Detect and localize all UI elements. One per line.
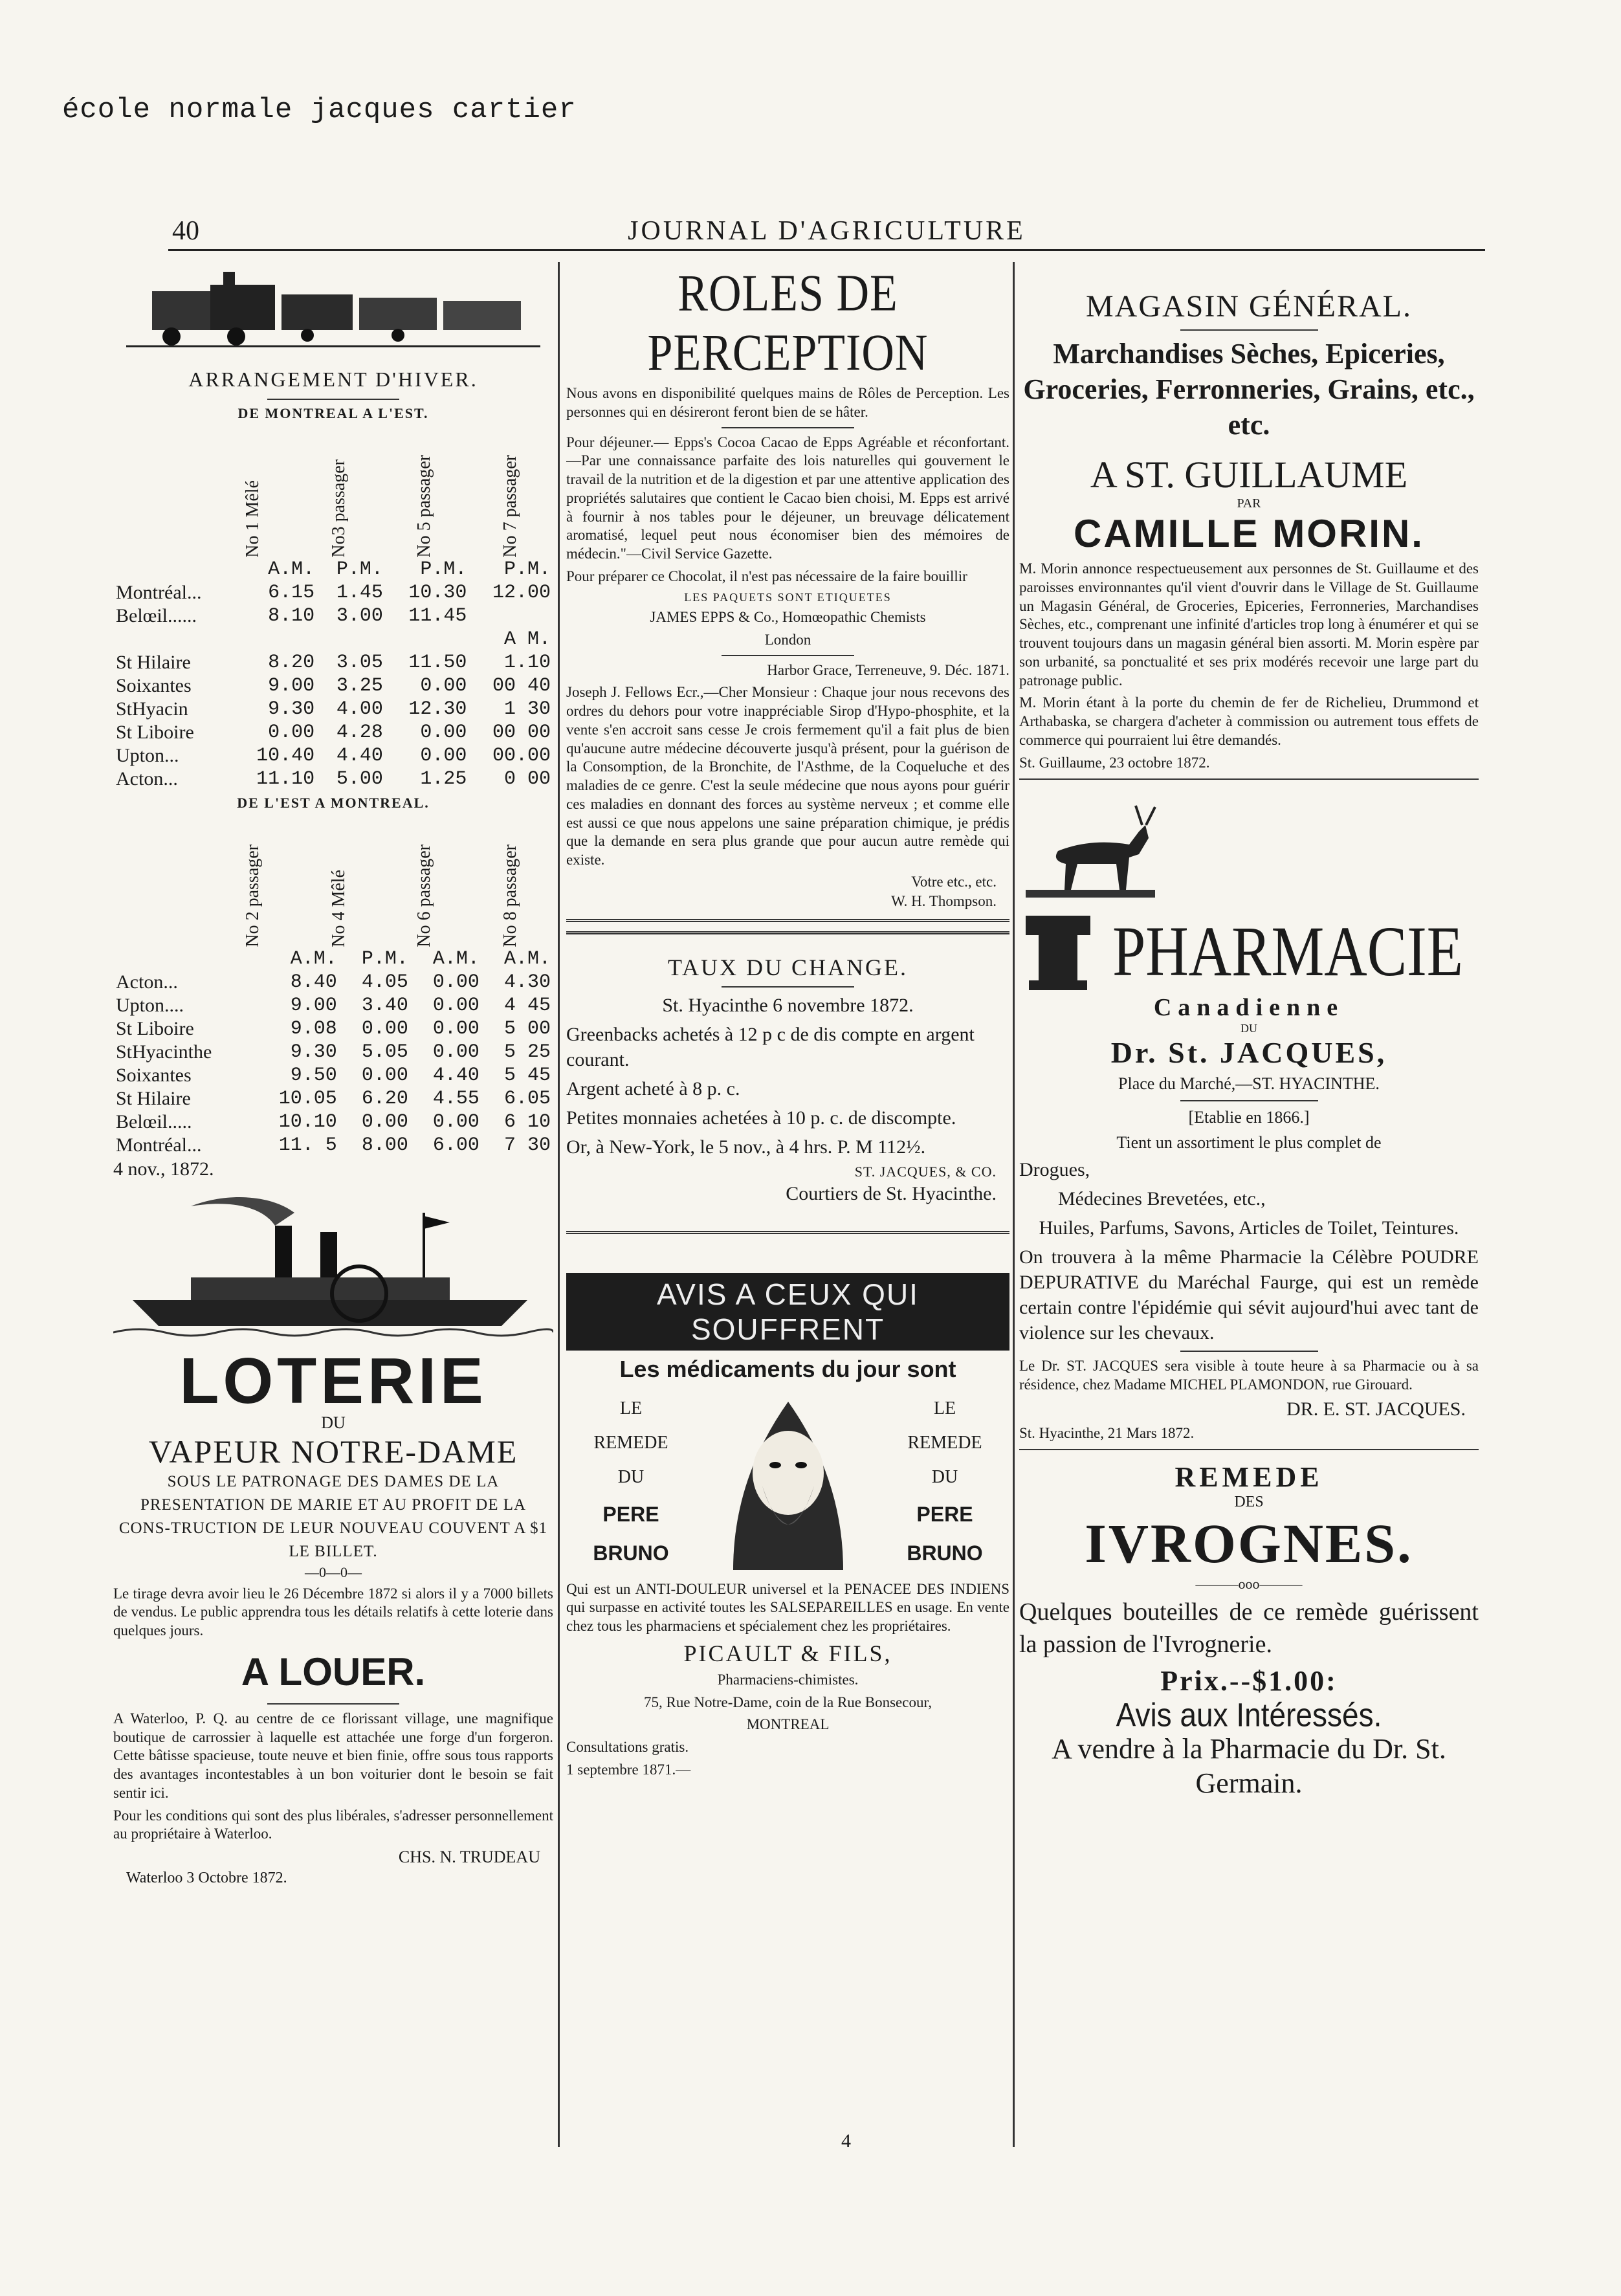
magasin-date: St. Guillaume, 23 octobre 1872. (1019, 754, 1210, 771)
time-cell: 3.05 (336, 651, 383, 674)
remede-right: REMEDE (907, 1433, 982, 1453)
pharmacie-title: PHARMACIE (1112, 912, 1463, 991)
station-cell: Montréal... (116, 1134, 202, 1156)
time-cell: 7 30 (503, 1134, 551, 1156)
time-cell: 0.00 (432, 1041, 480, 1063)
station-cell: StHyacin (116, 698, 188, 720)
journal-title: JOURNAL D'AGRICULTURE (628, 216, 1026, 246)
ampm-cell: P.M. (420, 558, 467, 580)
time-cell: 5 45 (503, 1064, 551, 1087)
divider (1180, 329, 1318, 331)
divider (1019, 778, 1479, 780)
time-cell: 4.55 (432, 1087, 480, 1110)
divider (722, 427, 855, 428)
station-cell: Belœil...... (116, 604, 197, 626)
divider (566, 1231, 1009, 1234)
avis-city: MONTREAL (746, 1716, 830, 1733)
louer-date: Waterloo 3 Octobre 1872. (126, 1870, 287, 1887)
time-cell: 4.05 (361, 971, 408, 993)
change-monnaies: Petites monnaies achetées à 10 p. c. de discompte. (566, 1107, 956, 1129)
time-cell: 9.30 (268, 698, 315, 720)
magasin-sub: Marchandises Sèches, Epiceries, Groceries, Ferronneries, Grains, etc., etc. (1023, 338, 1475, 441)
divider (267, 399, 399, 400)
time-cell: 6.05 (503, 1087, 551, 1110)
time-cell: 11. 5 (278, 1134, 337, 1156)
time-cell: 9.50 (290, 1064, 337, 1087)
divider (722, 655, 855, 656)
divider (1180, 1351, 1318, 1352)
west-timetable (113, 947, 553, 1157)
ampm-cell: A.M. (432, 947, 480, 970)
deer-illustration (1019, 793, 1162, 909)
pharmacie-drogues: Drogues, (1019, 1159, 1090, 1181)
time-cell: 6.20 (361, 1087, 408, 1110)
loterie-body: Le tirage devra avoir lieu le 26 Décembre 1872 si alors il y a 7000 billets de vendus. Le public apprendra tous les détails relatifs à cette loterie dans quelques jours. (113, 1585, 553, 1639)
change-argent: Argent acheté à 8 p. c. (566, 1077, 740, 1099)
magasin-name: CAMILLE MORIN. (1074, 512, 1424, 555)
time-cell: 5.05 (361, 1041, 408, 1063)
loterie-subtitle: VAPEUR NOTRE-DAME (148, 1433, 518, 1470)
west-col-4: No 8 passager (500, 844, 520, 947)
table-row (113, 1134, 553, 1157)
time-cell: 8.20 (268, 651, 315, 674)
change-courtiers: Courtiers de St. Hyacinthe. (786, 1182, 997, 1204)
time-cell: 1.25 (420, 767, 467, 790)
time-cell: 4.40 (432, 1064, 480, 1087)
station-cell: Upton.... (116, 994, 184, 1016)
magasin-body: M. Morin annonce respectueusement aux personnes de St. Guillaume et des paroisses environnantes qu'il vient d'ouvrir dans le Village de St. Guillaume un Magasin Général, de Groceries, Epiceries, Ferronneries, Marchandises Sèches, etc., comprenant une infinité d'articles trop long à énumérer et qui se trouvent toujours dans un magasin général bien assorti. M. Morin espère par son urbanité, sa ponctualité et ses prix modérés recevoir une large part du patronage public. (1019, 560, 1479, 689)
time-cell: 6 10 (503, 1110, 551, 1133)
loterie-du: DU (321, 1413, 346, 1432)
louer-signature: CHS. N. TRUDEAU (398, 1848, 540, 1867)
time-cell: 3.40 (361, 994, 408, 1017)
ampm-cell: A.M. (290, 947, 337, 970)
table-row (113, 971, 553, 994)
ampm-cell: A.M. (268, 558, 315, 580)
loterie-title: LOTERIE (179, 1344, 487, 1417)
time-cell: A M. (503, 628, 551, 650)
table-row (113, 1110, 553, 1134)
pere-bruno-right (880, 1391, 1009, 1573)
station-cell: Belœil..... (116, 1110, 192, 1132)
library-stamp: école normale jacques cartier (62, 94, 577, 126)
letter-place-date: Harbor Grace, Terreneuve, 9. Déc. 1871. (767, 661, 1009, 678)
change-date: St. Hyacinthe 6 novembre 1872. (662, 994, 914, 1016)
time-cell: 10.40 (256, 744, 315, 767)
ivrognes-avis: Avis aux Intéressés. (1116, 1696, 1382, 1734)
pharmacie-title-row (1019, 909, 1479, 993)
time-cell: 0.00 (432, 1110, 480, 1133)
steamboat-illustration (113, 1187, 553, 1349)
east-col-2: No3 passager (328, 459, 349, 558)
schedule-title: ARRANGEMENT D'HIVER. (188, 368, 478, 391)
pharmacie-date: St. Hyacinthe, 21 Mars 1872. (1019, 1424, 1195, 1441)
time-cell: 6.00 (432, 1134, 480, 1156)
west-col-1: No 2 passager (243, 844, 263, 947)
time-cell: 00 40 (492, 674, 551, 697)
avis-consult: Consultations gratis. (566, 1739, 689, 1756)
table-row (113, 947, 553, 971)
change-firm: ST. JACQUES, & CO. (854, 1163, 997, 1180)
pere-right: PERE BRUNO (907, 1502, 983, 1565)
time-cell: 9.00 (268, 674, 315, 697)
pere-left: PERE BRUNO (593, 1502, 669, 1565)
table-row (113, 698, 553, 721)
time-cell: 11.45 (408, 604, 467, 627)
pharmacie-medecines: Médecines Brevetées, etc., (1058, 1188, 1266, 1210)
epps-ad: Pour déjeuner.— Epps's Cocoa Cacao de Epps Agréable et réconfortant.—Par une connaissance parfaite des lois naturelles qui gouvernent le travail de la nutrition et de la digestion et par une attentive application des propriétés salutaires que contient le Cacao bien choisi, M. Epps est arrivé à fournir à nos tables pour le déjeuner, un breuvage délicatement aromatisé, lequel peut nous économiser bien des mémoires de médecin."—Civil Service Gazette. (566, 434, 1009, 562)
table-row (113, 994, 553, 1017)
divider (566, 931, 1009, 934)
east-col-3: No 5 passager (414, 454, 435, 558)
epps-city: London (764, 631, 811, 648)
west-column-headers (210, 811, 553, 947)
table-row (113, 651, 553, 674)
divider (1180, 1100, 1318, 1101)
table-row (113, 628, 553, 651)
remede-left: REMEDE (593, 1433, 668, 1453)
ivrognes-title: IVROGNES. (1085, 1512, 1413, 1575)
table-row (113, 1064, 553, 1087)
station-cell: StHyacinthe (116, 1041, 212, 1063)
time-cell: 0 00 (503, 767, 551, 790)
table-row (113, 674, 553, 698)
station-cell: Acton... (116, 971, 178, 993)
station-cell: Montréal... (116, 581, 202, 603)
east-heading: DE MONTREAL A L'EST. (237, 404, 429, 421)
ivrognes-separator: ———ooo——— (1195, 1576, 1303, 1593)
time-cell: 12.30 (408, 698, 467, 720)
avis-firm: PICAULT & FILS, (683, 1640, 892, 1666)
station-cell: St Hilaire (116, 1087, 191, 1109)
time-cell: 8.40 (290, 971, 337, 993)
epps-company: JAMES EPPS & Co., Homœopathic Chemists (650, 609, 926, 625)
time-cell: 4.00 (336, 698, 383, 720)
magasin-place: A ST. GUILLAUME (1090, 454, 1408, 496)
time-cell: 1.45 (336, 581, 383, 604)
time-cell: 10.10 (278, 1110, 337, 1133)
table-row (113, 1087, 553, 1110)
time-cell: 4.40 (336, 744, 383, 767)
ampm-cell: P.M. (503, 558, 551, 580)
pere-bruno-block (566, 1389, 1009, 1576)
station-cell (113, 628, 234, 651)
pharmacie-established: [Etablie en 1866.] (1188, 1107, 1310, 1127)
table-row (113, 1017, 553, 1041)
time-cell: 0.00 (420, 744, 467, 767)
avis-headline: Les médicaments du jour sont (619, 1355, 956, 1382)
time-cell: 5 00 (503, 1017, 551, 1040)
ampm-cell: P.M. (361, 947, 408, 970)
station-cell: St Hilaire (116, 651, 191, 673)
ivrognes-body: Quelques bouteilles de ce remède guérissent la passion de l'Ivrognerie. (1019, 1598, 1479, 1658)
du-left: DU (617, 1467, 645, 1488)
time-cell: 5.00 (336, 767, 383, 790)
avis-body: Qui est un ANTI-DOULEUR universel et la PENACEE DES INDIENS qui surpasse en activité toutes les SALSEPAREILLES en usage. En vente chez tous les pharmaciens et spécialement chez les propriétaires. (566, 1580, 1009, 1635)
epps-prepare: Pour préparer ce Chocolat, il n'est pas nécessaire de la faire bouillir (566, 568, 967, 584)
time-cell: 4.30 (503, 971, 551, 993)
divider (1019, 1449, 1479, 1450)
table-row (113, 558, 553, 581)
letter-signature: W. H. Thompson. (891, 892, 997, 909)
station-cell: Soixantes (116, 1064, 192, 1086)
time-cell (469, 604, 553, 628)
ivrognes-remede: REMEDE (1174, 1461, 1323, 1494)
ampm-cell: P.M. (336, 558, 383, 580)
table-row (113, 581, 553, 604)
time-cell: 8.10 (268, 604, 315, 627)
column-right (1019, 265, 1479, 2154)
west-col-2: No 4 Mêlé (328, 869, 349, 947)
pharmacie-assortment: Tient un assortiment le plus complet de (1116, 1132, 1382, 1152)
page-number: 40 (172, 216, 199, 246)
roles-intro: Nous avons en disponibilité quelques mains de Rôles de Perception. Les personnes qui en désireront feront bien de se hâter. (566, 385, 1009, 420)
schedule-date: 4 nov., 1872. (113, 1158, 214, 1180)
time-cell: 4 45 (503, 994, 551, 1017)
letter-body: Joseph J. Fellows Ecr.,—Cher Monsieur : Chaque jour nous recevons des ordres du dehors pour votre inappréciable Sirop d'Hypo-phosphite, et la vente s'en accroit sans cesse Je crois fermement qu'il a fait plus de bien qu'aucune autre médecine découverte jusqu'à présent, pour la guérison de la Consomption, de la Bronchite, de l'Asthme, de la Coqueluche et des maladies de ce genre. C'est la seule médecine que nous ayons pour guérir ces maladies en donnant des forces au système nerveux ; et comme elle est aussi ce que nous appelons une saine préparation chimique, je prédis que la demande en sera plus grande que pour aucun autre remède qui existe. (566, 684, 1009, 868)
roles-title: ROLES DE PERCEPTION (647, 265, 929, 382)
time-cell: 9.08 (290, 1017, 337, 1040)
pharmacie-doctor: Dr. St. JACQUES, (1110, 1036, 1387, 1070)
pere-bruno-left (566, 1391, 696, 1573)
time-cell (317, 628, 386, 651)
time-cell (234, 628, 318, 651)
time-cell: 12.00 (492, 581, 551, 604)
time-cell: 4.28 (336, 721, 383, 744)
time-cell: 0.00 (361, 1017, 408, 1040)
magasin-par: PAR (1237, 496, 1261, 511)
pharmacie-sub: Canadienne (1153, 994, 1345, 1022)
time-cell: 11.50 (408, 651, 467, 674)
station-cell: Acton... (116, 767, 178, 789)
table-row (113, 721, 553, 744)
magasin-title: MAGASIN GÉNÉRAL. (1086, 289, 1412, 324)
pharmacie-poudre: On trouvera à la même Pharmacie la Célèbre POUDRE DEPURATIVE du Maréchal Faurge, qui est un remède certain contre l'épidémie qui sévit aujourd'hui avec tant de violence sur les chevaux. (1019, 1246, 1479, 1344)
time-cell: 8.00 (361, 1134, 408, 1156)
east-timetable (113, 558, 553, 791)
pharmacie-signature: DR. E. ST. JACQUES. (1286, 1398, 1466, 1420)
avis-date: 1 septembre 1871.— (566, 1761, 691, 1778)
loterie-patronage: SOUS LE PATRONAGE DES DAMES DE LA PRESENTATION DE MARIE ET AU PROFIT DE LA CONS-TRUCTION DE LEUR NOUVEAU COUVENT A $1 LE BILLET. (118, 1472, 548, 1561)
time-cell: 3.00 (336, 604, 383, 627)
time-cell: 0.00 (432, 1017, 480, 1040)
du-right: DU (931, 1467, 958, 1488)
station-cell: St Liboire (116, 1017, 194, 1039)
loterie-separator: —0—0— (305, 1563, 362, 1580)
ivrognes-price: Prix.--$1.00: (1160, 1665, 1338, 1697)
avis-banner: AVIS A CEUX QUI SOUFFRENT (566, 1273, 1009, 1351)
time-cell: 9.30 (290, 1041, 337, 1063)
divider (267, 1703, 399, 1705)
train-illustration (113, 265, 553, 362)
pharmacie-header (1019, 793, 1479, 909)
table-row (113, 744, 553, 767)
pharmacie-du: DU (1241, 1022, 1257, 1035)
time-cell: 00 00 (492, 721, 551, 744)
east-col-4: No 7 passager (500, 454, 520, 558)
time-cell: 0.00 (361, 1110, 408, 1133)
ampm-cell: A.M. (503, 947, 551, 970)
le-right: LE (933, 1398, 956, 1418)
column-middle (566, 265, 1009, 2154)
monk-portrait-illustration (714, 1389, 863, 1576)
mortar-icon (1019, 909, 1097, 993)
time-cell: 00.00 (492, 744, 551, 767)
east-column-headers (210, 422, 553, 558)
change-greenbacks: Greenbacks achetés à 12 p c de dis compte en argent courant. (566, 1023, 975, 1070)
column-rule (1013, 262, 1015, 2147)
time-cell (386, 628, 470, 651)
table-row (113, 604, 553, 628)
station-cell: Soixantes (116, 674, 192, 696)
time-cell: 0.00 (420, 721, 467, 744)
east-col-1: No 1 Mêlé (243, 480, 263, 558)
time-cell: 0.00 (361, 1064, 408, 1087)
time-cell: 10.30 (408, 581, 467, 604)
time-cell: 6.15 (268, 581, 315, 604)
ivrognes-vendre: A vendre à la Pharmacie du Dr. St. Germain. (1052, 1733, 1446, 1799)
pharmacie-huiles: Huiles, Parfums, Savons, Articles de Toilet, Teintures. (1039, 1217, 1459, 1239)
table-row (113, 1041, 553, 1064)
divider (722, 986, 855, 988)
west-col-3: No 6 passager (414, 844, 435, 947)
footer-mark: 4 (841, 2130, 851, 2152)
pharmacie-place: Place du Marché,—ST. HYACINTHE. (1118, 1074, 1380, 1094)
station-cell: St Liboire (116, 721, 194, 743)
avis-firm-sub: Pharmaciens-chimistes. (717, 1671, 859, 1688)
column-rule (558, 262, 560, 2147)
le-left: LE (619, 1398, 643, 1418)
time-cell: 1.10 (503, 651, 551, 674)
magasin-body-2: M. Morin étant à la porte du chemin de fer de Richelieu, Drummond et Arthabaska, se chargera d'acheter à commission ou autrement tous effets de commerce qui pourraient lui être demandés. (1019, 694, 1479, 748)
epps-packets: LES PAQUETS SONT ETIQUETES (684, 590, 892, 604)
letter-closing: Votre etc., etc. (911, 873, 997, 890)
ivrognes-des: DES (1234, 1494, 1264, 1511)
louer-title: A LOUER. (241, 1650, 426, 1694)
station-cell: Upton... (116, 744, 179, 766)
time-cell: 1 30 (503, 698, 551, 720)
time-cell: 0.00 (420, 674, 467, 697)
time-cell: 3.25 (336, 674, 383, 697)
west-heading: DE L'EST A MONTREAL. (237, 794, 430, 811)
louer-body: A Waterloo, P. Q. au centre de ce florissant village, une magnifique boutique de carrossier à laquelle est attachée une forge d'un forgeron. Cette bâtisse spacieuse, toute neuve et bien finie, offre sous tous rapports des avantages incontestables à un bon voiturier dont le besoin se fait sentir ici. (113, 1710, 553, 1801)
time-cell: 11.10 (256, 767, 315, 790)
pharmacie-visible: Le Dr. ST. JACQUES sera visible à toute heure à sa Pharmacie ou à sa résidence, chez Madame MICHEL PLAMONDON, rue Girouard. (1019, 1358, 1479, 1393)
change-title: TAUX DU CHANGE. (667, 954, 909, 980)
avis-address: 75, Rue Notre-Dame, coin de la Rue Bonsecour, (644, 1694, 932, 1710)
change-or: Or, à New-York, le 5 nov., à 4 hrs. P. M 112½. (566, 1136, 926, 1158)
time-cell: 0.00 (268, 721, 315, 744)
time-cell: 10.05 (278, 1087, 337, 1110)
time-cell: 5 25 (503, 1041, 551, 1063)
time-cell: 0.00 (432, 994, 480, 1017)
page-header (168, 210, 1485, 251)
column-left (113, 265, 553, 2154)
divider (566, 919, 1009, 922)
table-row (113, 767, 553, 791)
time-cell: 0.00 (432, 971, 480, 993)
louer-conditions: Pour les conditions qui sont des plus libérales, s'adresser personnellement au propriétaire à Waterloo. (113, 1807, 553, 1842)
time-cell: 9.00 (290, 994, 337, 1017)
